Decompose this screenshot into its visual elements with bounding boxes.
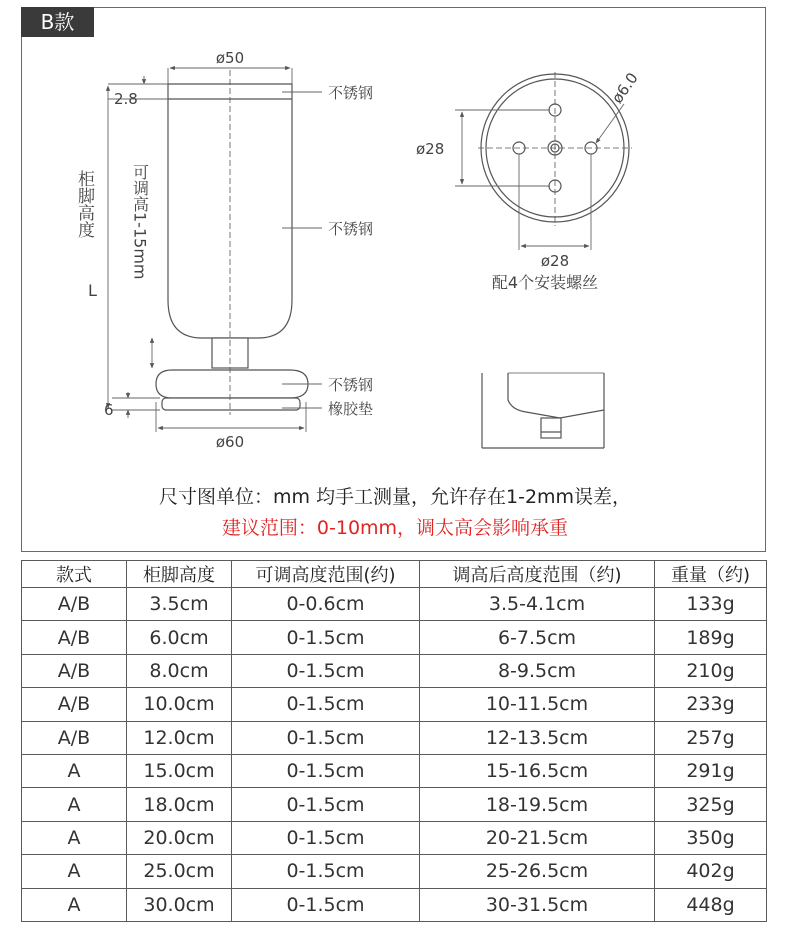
header-weight: 重量（约) (655, 561, 767, 588)
cell-model: A/B (22, 621, 127, 654)
cell-model: A (22, 821, 127, 854)
label-rubber-pad: 橡胶垫 (328, 400, 374, 418)
table-row (22, 654, 767, 687)
cell-adjusted: 15-16.5cm (420, 754, 655, 787)
cell-adjusted: 10-11.5cm (420, 688, 655, 721)
dim-cap: 2.8 (114, 90, 138, 108)
cell-weight: 325g (655, 788, 767, 821)
cell-range: 0-1.5cm (232, 888, 420, 921)
table-row (22, 788, 767, 821)
cell-range: 0-1.5cm (232, 855, 420, 888)
cell-weight: 257g (655, 721, 767, 754)
table-row (22, 821, 767, 854)
cell-model: A (22, 855, 127, 888)
header-adjusted-height: 调高后高度范围（约) (420, 561, 655, 588)
header-adjust-range: 可调高度范围(约) (232, 561, 420, 588)
cell-model: A (22, 754, 127, 787)
cell-height: 8.0cm (127, 654, 232, 687)
label-cabinet-height: 柜脚高度 (74, 170, 94, 238)
cell-model: A (22, 788, 127, 821)
cell-adjusted: 8-9.5cm (420, 654, 655, 687)
cell-adjusted: 12-13.5cm (420, 721, 655, 754)
cell-model: A (22, 888, 127, 921)
cell-weight: 210g (655, 654, 767, 687)
cell-height: 10.0cm (127, 688, 232, 721)
cell-weight: 133g (655, 588, 767, 621)
cell-model: A/B (22, 721, 127, 754)
cell-adjusted: 30-31.5cm (420, 888, 655, 921)
cell-height: 3.5cm (127, 588, 232, 621)
leg-side-view (156, 70, 308, 415)
plate-screws-note: 配4个安装螺丝 (491, 273, 599, 292)
header-cabinet-height: 柜脚高度 (127, 561, 232, 588)
cell-height: 18.0cm (127, 788, 232, 821)
variant-tag: B款 (21, 7, 94, 37)
table-row (22, 754, 767, 787)
cell-adjusted: 20-21.5cm (420, 821, 655, 854)
cell-height: 15.0cm (127, 754, 232, 787)
cell-height: 25.0cm (127, 855, 232, 888)
dim-base-width: ø60 (215, 433, 245, 451)
spec-table (21, 560, 767, 922)
label-steel-top: 不锈钢 (328, 84, 374, 102)
cell-adjusted: 3.5-4.1cm (420, 588, 655, 621)
cell-range: 0-1.5cm (232, 721, 420, 754)
cell-range: 0-1.5cm (232, 621, 420, 654)
dim-top-width: ø50 (215, 49, 245, 67)
dim-pad: 6 (104, 401, 114, 419)
table-header-row (22, 561, 767, 588)
label-steel-middle: 不锈钢 (328, 220, 374, 238)
cell-weight: 402g (655, 855, 767, 888)
cell-range: 0-1.5cm (232, 821, 420, 854)
cell-range: 0-1.5cm (232, 688, 420, 721)
table-row (22, 621, 767, 654)
label-L: L (88, 281, 97, 300)
label-steel-bottom: 不锈钢 (328, 376, 374, 394)
cell-weight: 448g (655, 888, 767, 921)
cell-range: 0-1.5cm (232, 654, 420, 687)
cell-model: A/B (22, 654, 127, 687)
cell-weight: 291g (655, 754, 767, 787)
table-row (22, 688, 767, 721)
label-adjustable: 可调高1-15mm (130, 164, 150, 280)
cell-model: A/B (22, 688, 127, 721)
cell-adjusted: 6-7.5cm (420, 621, 655, 654)
detail-view (482, 373, 604, 448)
cell-height: 20.0cm (127, 821, 232, 854)
plate-hole-dim: ø6.0 (608, 69, 642, 107)
cell-adjusted: 25-26.5cm (420, 855, 655, 888)
cell-weight: 233g (655, 688, 767, 721)
table-row (22, 588, 767, 621)
table-row (22, 855, 767, 888)
measurement-note: 尺寸图单位：mm 均手工测量，允许存在1-2mm误差， (158, 486, 632, 508)
cell-weight: 350g (655, 821, 767, 854)
cell-height: 6.0cm (127, 621, 232, 654)
table-row (22, 721, 767, 754)
cell-weight: 189g (655, 621, 767, 654)
cell-range: 0-1.5cm (232, 754, 420, 787)
recommended-range-note: 建议范围：0-10mm，调太高会影响承重 (221, 517, 569, 539)
header-model: 款式 (22, 561, 127, 588)
plate-dim-horizontal: ø28 (540, 252, 570, 270)
cell-range: 0-1.5cm (232, 788, 420, 821)
cell-range: 0-0.6cm (232, 588, 420, 621)
table-row (22, 888, 767, 921)
cell-height: 12.0cm (127, 721, 232, 754)
plate-dim-vertical: ø28 (416, 140, 445, 158)
cell-height: 30.0cm (127, 888, 232, 921)
cell-adjusted: 18-19.5cm (420, 788, 655, 821)
cell-model: A/B (22, 588, 127, 621)
